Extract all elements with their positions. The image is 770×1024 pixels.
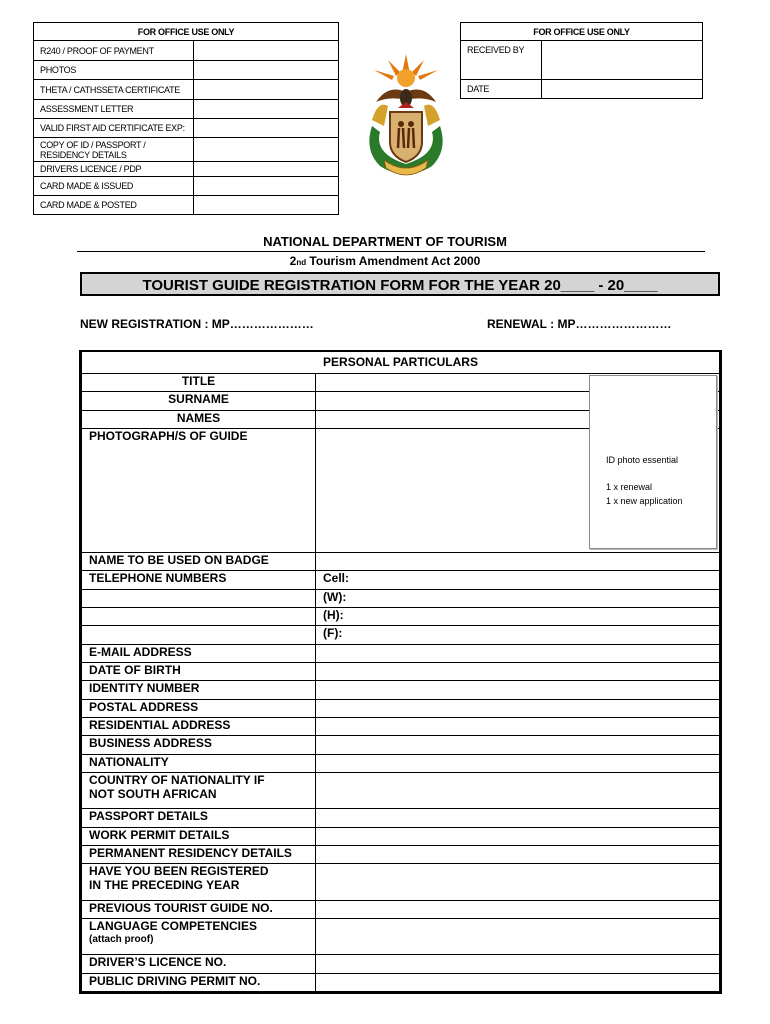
department-heading: NATIONAL DEPARTMENT OF TOURISM <box>263 234 507 249</box>
telephone-label: TELEPHONE NUMBERS <box>82 571 316 590</box>
label-line: COUNTRY OF NATIONALITY IF <box>89 773 265 787</box>
office-row-value[interactable] <box>194 61 339 80</box>
office-row-value[interactable] <box>194 80 339 100</box>
renewal-field[interactable]: RENEWAL : MP…………………… <box>487 317 672 331</box>
office-row-value[interactable] <box>194 196 339 215</box>
office-row-label: DRIVERS LICENCE / PDP <box>34 162 194 177</box>
office-row-label: VALID FIRST AID CERTIFICATE EXP: <box>34 119 194 138</box>
received-by-field[interactable] <box>542 41 703 80</box>
fax-field[interactable]: (F): <box>316 626 720 645</box>
drivers-licence-field[interactable] <box>316 955 720 974</box>
permanent-residency-field[interactable] <box>316 846 720 864</box>
badge-name-label: NAME TO BE USED ON BADGE <box>82 553 316 571</box>
surname-label: SURNAME <box>82 392 316 411</box>
act-ordinal: nd <box>296 258 307 267</box>
office-use-left-header: FOR OFFICE USE ONLY <box>34 23 339 41</box>
business-address-field[interactable] <box>316 736 720 755</box>
office-row-label: CARD MADE & POSTED <box>34 196 194 215</box>
act-number: 2 <box>289 254 297 268</box>
dob-field[interactable] <box>316 663 720 681</box>
office-row-label: CARD MADE & ISSUED <box>34 177 194 196</box>
nationality-label: NATIONALITY <box>82 755 316 773</box>
previous-guide-number-label: PREVIOUS TOURIST GUIDE NO. <box>82 901 316 919</box>
photo-note: ID photo essential <box>606 455 679 465</box>
residential-address-field[interactable] <box>316 718 720 736</box>
date-label: DATE <box>461 80 542 99</box>
nationality-field[interactable] <box>316 755 720 773</box>
office-row-value[interactable] <box>194 119 339 138</box>
residential-address-label: RESIDENTIAL ADDRESS <box>82 718 316 736</box>
badge-name-field[interactable] <box>316 553 720 571</box>
registered-previous-year-field[interactable] <box>316 864 720 901</box>
work-permit-label: WORK PERMIT DETAILS <box>82 828 316 846</box>
new-registration-field[interactable]: NEW REGISTRATION : MP………………… <box>80 317 314 331</box>
office-row-label: COPY OF ID / PASSPORT / RESIDENCY DETAILS <box>34 138 194 162</box>
names-label: NAMES <box>82 411 316 429</box>
title-label: TITLE <box>82 374 316 392</box>
photograph-label: PHOTOGRAPH/S OF GUIDE <box>82 429 316 553</box>
registered-previous-year-label <box>82 864 316 901</box>
country-of-nationality-label <box>82 773 316 809</box>
section-title: PERSONAL PARTICULARS <box>82 352 720 374</box>
office-row-value[interactable] <box>194 100 339 119</box>
country-of-nationality-field[interactable] <box>316 773 720 809</box>
previous-guide-number-field[interactable] <box>316 901 720 919</box>
office-row-label: R240 / PROOF OF PAYMENT <box>34 41 194 61</box>
office-row-value[interactable] <box>194 177 339 196</box>
office-row-label: ASSESSMENT LETTER <box>34 100 194 119</box>
label-line: HAVE YOU BEEN REGISTERED <box>89 864 269 878</box>
id-number-label: IDENTITY NUMBER <box>82 681 316 700</box>
postal-address-label: POSTAL ADDRESS <box>82 700 316 718</box>
photo-note: 1 x new application <box>606 496 683 506</box>
id-number-field[interactable] <box>316 681 720 700</box>
office-row-value[interactable] <box>194 138 339 162</box>
form-title: TOURIST GUIDE REGISTRATION FORM FOR THE YEAR 20____ - 20____ <box>80 272 720 296</box>
public-driving-permit-label: PUBLIC DRIVING PERMIT NO. <box>82 974 316 992</box>
label-line: LANGUAGE COMPETENCIES <box>89 919 258 933</box>
email-field[interactable] <box>316 645 720 663</box>
permanent-residency-label: PERMANENT RESIDENCY DETAILS <box>82 846 316 864</box>
office-row-label: PHOTOS <box>34 61 194 80</box>
office-row-value[interactable] <box>194 41 339 61</box>
act-name: Tourism Amendment Act 2000 <box>306 254 481 268</box>
heading-divider <box>77 251 705 252</box>
office-use-left-table <box>33 22 339 215</box>
cell-field[interactable]: Cell: <box>316 571 720 590</box>
office-use-right-table <box>460 22 703 99</box>
date-field[interactable] <box>542 80 703 99</box>
photo-note: 1 x renewal <box>606 482 653 492</box>
act-subheading <box>0 254 770 268</box>
received-by-label: RECEIVED BY <box>461 41 542 80</box>
dob-label: DATE OF BIRTH <box>82 663 316 681</box>
office-row-value[interactable] <box>194 162 339 177</box>
passport-field[interactable] <box>316 809 720 828</box>
coat-of-arms-logo <box>358 50 454 182</box>
office-row-label: THETA / CATHSSETA CERTIFICATE <box>34 80 194 100</box>
photo-box[interactable] <box>589 375 717 549</box>
language-competencies-field[interactable] <box>316 919 720 955</box>
language-competencies-label <box>82 919 316 955</box>
attach-proof-note: (attach proof) <box>89 934 154 945</box>
blank-label <box>82 626 316 645</box>
label-line: NOT SOUTH AFRICAN <box>89 787 217 801</box>
blank-label <box>82 608 316 626</box>
office-use-right-header: FOR OFFICE USE ONLY <box>461 23 703 41</box>
work-phone-field[interactable]: (W): <box>316 590 720 608</box>
public-driving-permit-field[interactable] <box>316 974 720 992</box>
work-permit-field[interactable] <box>316 828 720 846</box>
drivers-licence-label: DRIVER’S LICENCE NO. <box>82 955 316 974</box>
postal-address-field[interactable] <box>316 700 720 718</box>
home-phone-field[interactable]: (H): <box>316 608 720 626</box>
blank-label <box>82 590 316 608</box>
label-line: IN THE PRECEDING YEAR <box>89 878 240 892</box>
email-label: E-MAIL ADDRESS <box>82 645 316 663</box>
passport-label: PASSPORT DETAILS <box>82 809 316 828</box>
business-address-label: BUSINESS ADDRESS <box>82 736 316 755</box>
